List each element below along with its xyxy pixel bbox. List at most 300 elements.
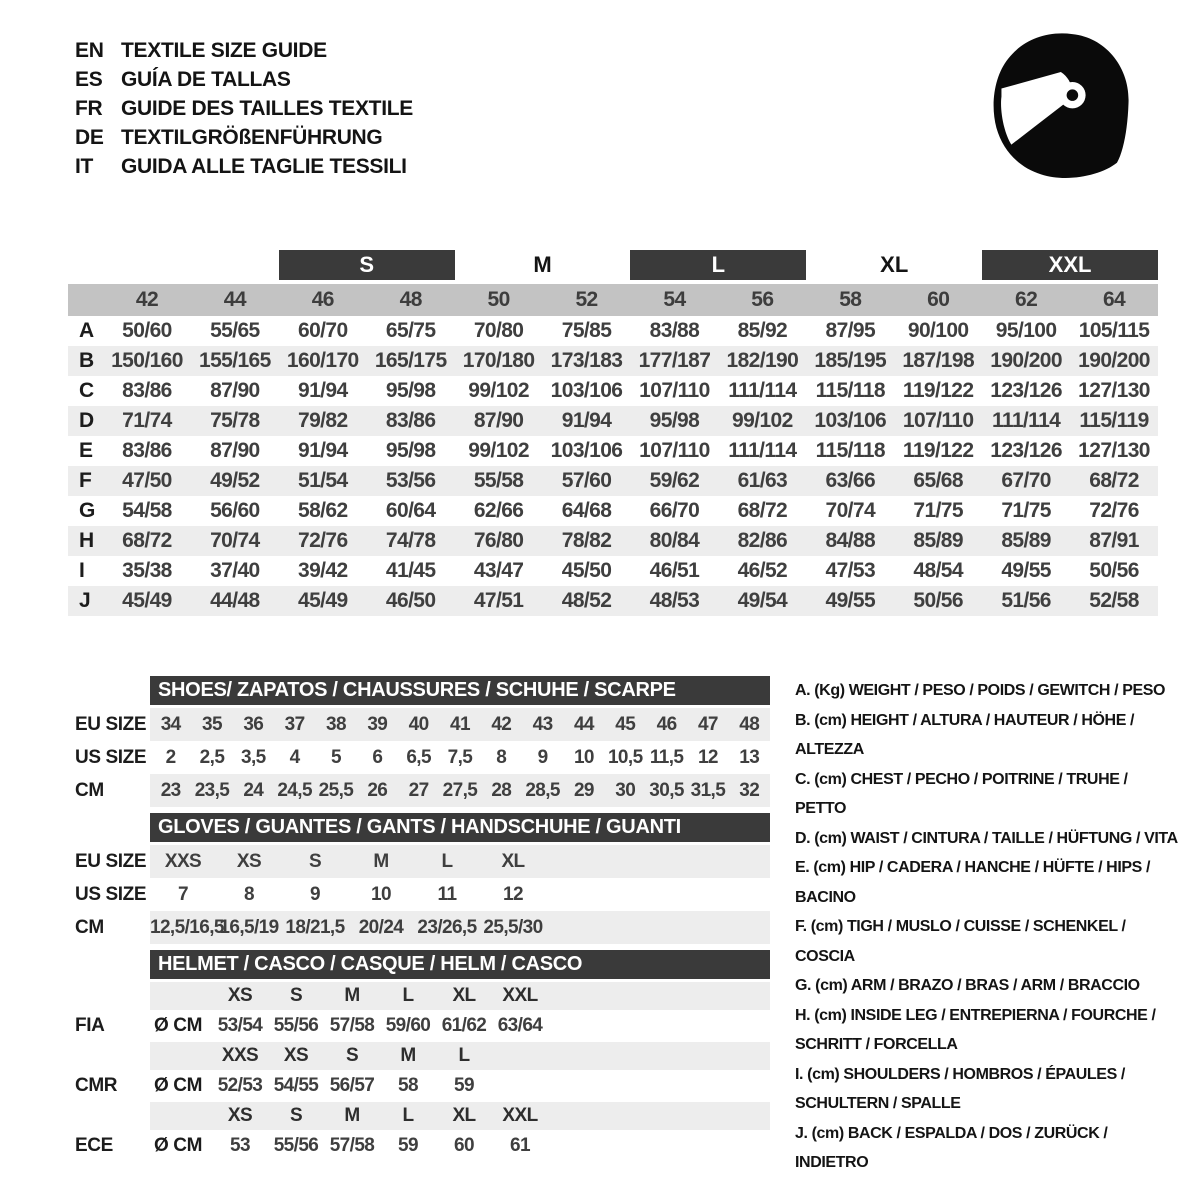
size-value: 60/64: [385, 499, 436, 522]
size-value: 37/40: [210, 559, 260, 582]
size-label: XS: [283, 1045, 309, 1066]
size-value: 90/100: [907, 319, 969, 342]
size-value: 58: [398, 1075, 418, 1096]
size-value: 12,5/16,5: [150, 916, 224, 938]
size-value: 85/89: [913, 529, 963, 552]
measurement-row: [68, 316, 1158, 346]
size-value: 173/183: [550, 349, 623, 372]
size-value: XXS: [164, 850, 202, 872]
diameter-unit-label: Ø CM: [154, 1075, 203, 1096]
size-value: 56/60: [210, 499, 260, 522]
legend-item: [795, 824, 1180, 854]
size-value: 63/64: [497, 1015, 543, 1036]
size-value: 61: [510, 1135, 530, 1156]
guide-title: TEXTILE SIZE GUIDE: [121, 38, 327, 62]
size-label: L: [402, 985, 414, 1006]
measurement-row: [68, 406, 1158, 436]
language-title-row: [75, 36, 413, 65]
row-letter: A: [79, 319, 95, 342]
size-value: 59: [398, 1135, 418, 1156]
size-value: 51/54: [298, 469, 348, 492]
shoes-row: [75, 708, 770, 741]
legend-item: [795, 1119, 1180, 1178]
size-value: 10,5: [607, 746, 643, 768]
numeric-size: 46: [311, 288, 334, 311]
language-code: IT: [75, 154, 94, 178]
size-value: XL: [501, 850, 525, 872]
measurement-row: [68, 586, 1158, 616]
shoes-row: [75, 741, 770, 774]
size-value: 55/58: [473, 469, 524, 492]
size-value: 115/119: [1079, 409, 1149, 432]
size-value: 55/65: [210, 319, 260, 342]
size-value: 80/84: [649, 529, 700, 552]
numeric-size: 64: [1102, 288, 1126, 311]
size-value: 78/82: [561, 529, 612, 552]
row-label: EU SIZE: [75, 713, 147, 735]
size-value: 87/90: [210, 379, 260, 402]
size-value: 47: [697, 713, 718, 735]
numeric-size: 52: [575, 288, 598, 311]
legend-key: F.: [795, 918, 807, 935]
size-value: 95/98: [385, 439, 436, 462]
textile-size-table: [68, 250, 1158, 616]
size-value: 165/175: [374, 349, 447, 372]
helmet-size-header-row: [75, 1102, 770, 1130]
size-value: 23/26,5: [417, 916, 477, 938]
size-label: L: [458, 1045, 470, 1066]
size-value: 40: [408, 713, 429, 735]
size-value: 83/86: [122, 439, 172, 462]
size-value: 55/56: [273, 1015, 319, 1036]
size-value: 103/106: [550, 439, 623, 462]
guide-title: GUIDE DES TAILLES TEXTILE: [121, 96, 413, 120]
size-value: 127/130: [1078, 439, 1150, 462]
size-value: 59/62: [649, 469, 700, 492]
standard-label: ECE: [75, 1135, 113, 1156]
size-value: 35/38: [122, 559, 172, 582]
legend-item: [795, 706, 1180, 765]
legend-unit: (cm): [814, 829, 847, 847]
measurement-row: [68, 496, 1158, 526]
numeric-size: 60: [927, 288, 950, 311]
size-value: 123/126: [990, 439, 1062, 462]
size-value: 39/42: [298, 559, 348, 582]
size-value: 24: [243, 779, 264, 801]
helmet-standard-row: [75, 1130, 770, 1162]
size-value: 52/53: [217, 1075, 263, 1096]
size-value: 2: [165, 746, 176, 768]
size-value: 5: [330, 746, 341, 768]
shoes-rows: [75, 708, 770, 807]
legend-key: B.: [795, 711, 811, 729]
legend-unit: (Kg): [814, 682, 845, 699]
size-value: 150/160: [111, 349, 183, 372]
guide-title: TEXTILGRÖßENFÜHRUNG: [121, 125, 383, 149]
size-value: 62/66: [473, 499, 524, 522]
row-values: [103, 526, 1158, 556]
size-label: XS: [227, 1105, 253, 1126]
size-value: 87/90: [210, 439, 260, 462]
size-value: 30: [615, 779, 636, 801]
size-value: 91/94: [298, 379, 348, 402]
gloves-rows: [75, 845, 770, 944]
size-value: 103/106: [550, 379, 623, 402]
size-label: XS: [227, 985, 253, 1006]
size-value: 70/74: [825, 499, 876, 522]
legend-unit: (cm): [815, 977, 848, 994]
size-value: 190/200: [990, 349, 1062, 372]
row-letter: D: [79, 409, 95, 432]
size-label: S: [289, 985, 303, 1006]
legend-unit: (cm): [807, 1065, 840, 1083]
size-value: 28,5: [525, 779, 560, 801]
language-code: FR: [75, 96, 103, 120]
size-value: 79/82: [298, 409, 348, 432]
size-value: 71/74: [122, 409, 172, 432]
helmet-standard-row: [75, 1010, 770, 1042]
size-group-label: L: [630, 250, 806, 280]
size-value: 8: [244, 883, 254, 905]
size-value: 47/50: [122, 469, 172, 492]
size-value: 44/48: [210, 589, 260, 612]
size-value: 45/49: [298, 589, 348, 612]
legend-text: SHOULDERS / HOMBROS / ÉPAULES / SCHULTERN / SPALLE: [795, 1065, 1125, 1112]
row-values: [150, 878, 770, 911]
size-label: S: [345, 1045, 359, 1066]
size-value: 37: [284, 713, 305, 735]
numeric-size: 48: [399, 288, 422, 311]
size-value: 12: [697, 746, 718, 768]
row-values: [150, 708, 770, 741]
size-value: 107/110: [639, 439, 710, 462]
helmet-size-header-row: [75, 1042, 770, 1070]
legend-text: HEIGHT / ALTURA / HAUTEUR / HÖHE / ALTEZZA: [795, 711, 1135, 758]
size-group-label: XXL: [982, 250, 1158, 280]
size-value: 83/86: [122, 379, 172, 402]
size-value: 75/78: [210, 409, 260, 432]
size-value: 39: [367, 713, 388, 735]
size-label: XXL: [502, 985, 538, 1006]
size-value: 87/95: [825, 319, 876, 342]
size-value: 82/86: [737, 529, 788, 552]
size-value: 48: [739, 713, 760, 735]
size-label: L: [402, 1105, 414, 1126]
size-value: 8: [496, 746, 507, 768]
size-value: 35: [202, 713, 222, 735]
size-value: 57/58: [329, 1135, 375, 1156]
row-values: [103, 376, 1158, 406]
size-label: XL: [452, 985, 476, 1006]
row-letter: F: [79, 469, 92, 492]
size-value: 49/54: [737, 589, 788, 612]
size-label: S: [289, 1105, 303, 1126]
size-label: XL: [452, 1105, 476, 1126]
size-value: 9: [310, 883, 320, 905]
size-value: 20/24: [358, 916, 404, 938]
size-value: 61/62: [441, 1015, 487, 1036]
legend-unit: (cm): [810, 918, 843, 935]
size-value: 53: [230, 1135, 250, 1156]
row-values: [103, 316, 1158, 346]
helmet-standards: [75, 982, 770, 1162]
standard-label: CMR: [75, 1075, 118, 1096]
size-value: 45: [615, 713, 636, 735]
size-value: 41: [449, 713, 470, 735]
numeric-size: 54: [663, 288, 686, 311]
size-group-header: [68, 250, 1158, 284]
size-value: 71/75: [1001, 499, 1051, 522]
size-value: 119/122: [902, 379, 974, 402]
language-code: ES: [75, 67, 103, 91]
measurement-row: [68, 556, 1158, 586]
legend-text: HIP / CADERA / HANCHE / HÜFTE / HIPS / BACINO: [795, 859, 1150, 906]
shoes-section: [75, 676, 770, 807]
row-values: [150, 774, 770, 807]
size-value: 95/98: [649, 409, 700, 432]
size-value: 103/106: [814, 409, 887, 432]
legend-key: C.: [795, 770, 811, 788]
helmet-standard: [75, 982, 770, 1042]
size-value: 12: [503, 883, 523, 905]
row-values: [150, 741, 770, 774]
legend-text: ARM / BRAZO / BRAS / ARM / BRACCIO: [850, 977, 1140, 994]
helmet-standard: [75, 1102, 770, 1162]
size-value: 123/126: [990, 379, 1062, 402]
row-letter: H: [79, 529, 95, 552]
size-value: 45/50: [561, 559, 612, 582]
size-value: 68/72: [737, 499, 788, 522]
size-value: 42: [491, 713, 512, 735]
measurement-row: [68, 436, 1158, 466]
size-value: 25,5: [318, 779, 354, 801]
legend-key: I.: [795, 1065, 804, 1083]
helmet-size-header-row: [75, 982, 770, 1010]
helmet-title-row: [75, 950, 770, 979]
racing-helmet-icon: [980, 24, 1145, 196]
row-letter: E: [79, 439, 94, 462]
size-value: 57/58: [329, 1015, 375, 1036]
legend-key: H.: [795, 1006, 811, 1024]
legend-text: BACK / ESPALDA / DOS / ZURÜCK / INDIETRO: [795, 1124, 1108, 1171]
legend-item: [795, 971, 1180, 1001]
size-value: 59: [454, 1075, 474, 1096]
legend-unit: (cm): [811, 1124, 844, 1142]
size-value: 56/57: [329, 1075, 375, 1096]
measurement-row: [68, 376, 1158, 406]
size-value: 29: [573, 779, 594, 801]
size-labels: [212, 1045, 492, 1067]
size-value: 55/56: [273, 1135, 319, 1156]
size-value: 155/165: [199, 349, 271, 372]
size-value: 32: [739, 779, 760, 801]
size-value: 111/114: [728, 439, 797, 462]
size-value: XS: [236, 850, 262, 872]
size-value: 63/66: [825, 469, 876, 492]
guide-title: GUIDA ALLE TAGLIE TESSILI: [121, 154, 407, 178]
row-letter: I: [79, 559, 85, 582]
size-value: 30,5: [649, 779, 684, 801]
size-value: 72/76: [298, 529, 348, 552]
size-value: 46/50: [385, 589, 436, 612]
size-value: 36: [243, 713, 264, 735]
size-value: 38: [326, 713, 346, 735]
legend-item: [795, 1001, 1180, 1060]
measurement-legend: [795, 676, 1180, 1178]
size-value: 60/70: [298, 319, 348, 342]
size-value: 76/80: [473, 529, 524, 552]
size-value: 99/102: [468, 439, 529, 462]
legend-unit: (cm): [814, 1006, 847, 1024]
size-value: 74/78: [385, 529, 436, 552]
size-value: 34: [160, 713, 181, 735]
size-value: 16,5/19: [219, 916, 279, 938]
size-value: 49/55: [1001, 559, 1051, 582]
shoes-title-row: [75, 676, 770, 705]
size-labels: [212, 1105, 548, 1127]
size-value: 47/53: [825, 559, 876, 582]
row-values: [103, 406, 1158, 436]
shoes-title: SHOES/ ZAPATOS / CHAUSSURES / SCHUHE / SCARPE: [150, 676, 770, 705]
legend-text: INSIDE LEG / ENTREPIERNA / FOURCHE / SCHRITT / FORCELLA: [795, 1006, 1156, 1053]
size-value: 70/80: [473, 319, 524, 342]
size-value: 85/89: [1001, 529, 1051, 552]
size-value: 127/130: [1078, 379, 1150, 402]
size-value: 187/198: [902, 349, 975, 372]
size-value: 177/187: [638, 349, 711, 372]
size-group-label: [68, 250, 279, 280]
helmet-standard: [75, 1042, 770, 1102]
numeric-size: 42: [135, 288, 159, 311]
size-value: 95/100: [995, 319, 1057, 342]
size-value: 45/49: [122, 589, 172, 612]
size-value: 61/63: [737, 469, 788, 492]
gloves-row: [75, 845, 770, 878]
row-label: CM: [75, 916, 104, 938]
size-value: 41/45: [385, 559, 436, 582]
legend-key: E.: [795, 859, 810, 876]
row-values: [103, 586, 1158, 616]
size-value: 57/60: [561, 469, 612, 492]
size-value: 60: [454, 1135, 474, 1156]
size-value: 24,5: [277, 779, 312, 801]
size-value: 6,5: [406, 746, 431, 768]
standard-values: [212, 1075, 492, 1097]
size-value: 18/21,5: [285, 916, 345, 938]
row-values: [103, 466, 1158, 496]
size-value: 66/70: [649, 499, 700, 522]
helmet-title: HELMET / CASCO / CASQUE / HELM / CASCO: [150, 950, 770, 979]
size-value: 111/114: [992, 409, 1061, 432]
size-value: 25,5/30: [483, 916, 543, 938]
size-value: 49/52: [210, 469, 260, 492]
size-value: 75/85: [561, 319, 612, 342]
measurement-row: [68, 526, 1158, 556]
size-value: 71/75: [913, 499, 963, 522]
size-value: 28: [491, 779, 512, 801]
helmet-section: [75, 950, 770, 1162]
diameter-unit-label: Ø CM: [154, 1135, 203, 1156]
size-labels: [212, 985, 548, 1007]
size-value: 3,5: [241, 746, 266, 768]
size-label: M: [344, 1105, 360, 1126]
row-values: [150, 845, 770, 878]
size-value: 64/68: [561, 499, 612, 522]
row-values: [103, 496, 1158, 526]
measurement-rows: [68, 316, 1158, 616]
measurement-row: [68, 346, 1158, 376]
size-value: 65/68: [913, 469, 963, 492]
numeric-size: 62: [1015, 288, 1038, 311]
size-label: XXL: [502, 1105, 538, 1126]
row-label: CM: [75, 779, 104, 801]
size-value: 111/114: [728, 379, 797, 402]
size-value: 160/170: [286, 349, 359, 372]
language-title-row: [75, 152, 413, 181]
size-value: 43/47: [473, 559, 524, 582]
legend-item: [795, 676, 1180, 706]
language-title-row: [75, 123, 413, 152]
size-value: 65/75: [385, 319, 436, 342]
size-value: 68/72: [122, 529, 172, 552]
size-value: 83/88: [649, 319, 700, 342]
row-letter: J: [79, 589, 91, 612]
language-title-row: [75, 94, 413, 123]
shoes-row: [75, 774, 770, 807]
language-code: DE: [75, 125, 104, 149]
row-letter: G: [79, 499, 96, 522]
size-value: 43: [532, 713, 553, 735]
size-value: 46/52: [737, 559, 788, 582]
row-label: EU SIZE: [75, 850, 147, 872]
size-value: 190/200: [1078, 349, 1150, 372]
size-value: 50/60: [122, 319, 172, 342]
row-letter: C: [79, 379, 95, 402]
legend-key: J.: [795, 1124, 808, 1142]
size-value: 54/58: [122, 499, 172, 522]
size-value: 27,5: [442, 779, 478, 801]
size-value: 11,5: [649, 746, 684, 768]
size-value: 83/86: [385, 409, 436, 432]
size-label: M: [344, 985, 360, 1006]
size-value: 6: [372, 746, 383, 768]
row-label: US SIZE: [75, 883, 147, 905]
size-value: 170/180: [462, 349, 535, 372]
size-value: 67/70: [1001, 469, 1051, 492]
size-value: 7,5: [447, 746, 473, 768]
standard-values: [212, 1135, 548, 1157]
row-values: [103, 436, 1158, 466]
size-value: M: [373, 850, 389, 872]
size-label: M: [400, 1045, 416, 1066]
guide-title: GUÍA DE TALLAS: [121, 67, 291, 91]
size-value: 53/54: [217, 1015, 263, 1036]
row-values: [150, 911, 770, 944]
helmet-standard-row: [75, 1070, 770, 1102]
legend-item: [795, 765, 1180, 824]
size-value: L: [441, 850, 453, 872]
size-value: 13: [739, 746, 760, 768]
size-value: 84/88: [825, 529, 876, 552]
size-value: 115/118: [815, 379, 885, 402]
row-values: [103, 556, 1158, 586]
size-value: 51/56: [1001, 589, 1051, 612]
size-value: 91/94: [561, 409, 612, 432]
size-value: 31,5: [690, 779, 726, 801]
numeric-size-header: [68, 284, 1158, 316]
size-value: 48/53: [649, 589, 700, 612]
size-group-label: M: [533, 252, 552, 277]
